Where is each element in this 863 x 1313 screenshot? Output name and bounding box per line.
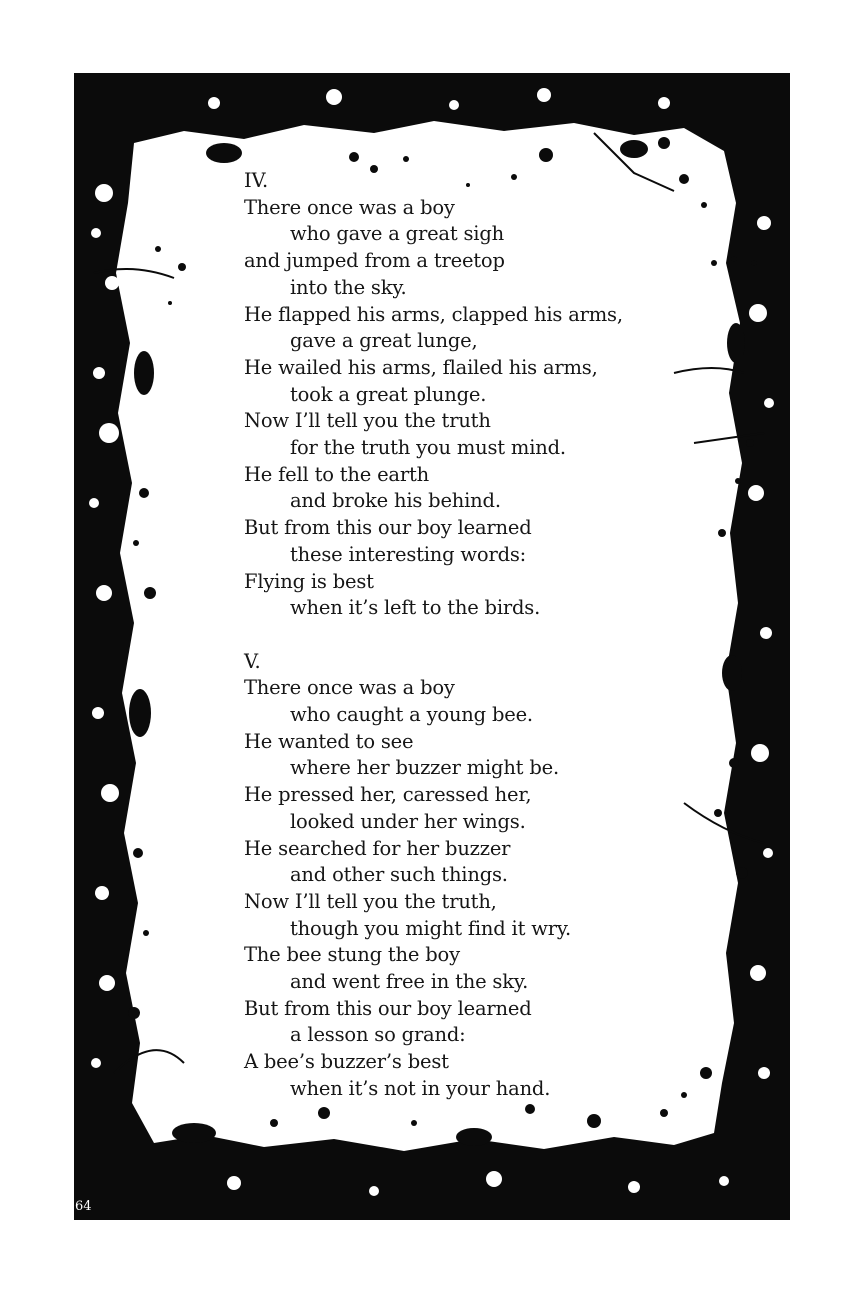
poem-line: There once was a boy (244, 676, 455, 700)
poem-line: He fell to the earth (244, 462, 429, 486)
page-number: 64 (75, 1199, 92, 1214)
poem-line: into the sky. (290, 275, 407, 299)
poem-line: He wailed his arms, flailed his arms, (244, 355, 598, 379)
poem-line: gave a great lunge, (290, 329, 478, 353)
poem-line: and jumped from a treetop (244, 249, 505, 273)
poem-line: when it’s left to the birds. (290, 596, 541, 620)
poem-line: though you might find it wry. (290, 916, 572, 940)
poem-line: where her buzzer might be. (290, 756, 559, 780)
stanza-numeral: IV. (244, 169, 268, 192)
poem-text (244, 168, 714, 1103)
poem-line: and broke his behind. (290, 489, 501, 513)
poem-line: But from this our boy learned (244, 516, 532, 540)
poem-line: a lesson so grand: (290, 1023, 466, 1047)
poem-line: took a great plunge. (290, 382, 487, 406)
poem-line: and other such things. (290, 863, 508, 887)
stanza (244, 168, 714, 622)
poem-line: when it’s not in your hand. (290, 1076, 551, 1100)
stanza (244, 649, 714, 1103)
poem-line: Flying is best (244, 569, 374, 593)
stanza-numeral: V. (244, 649, 261, 673)
poem-line: who caught a young bee. (290, 703, 533, 727)
poem-line: A bee’s buzzer’s best (244, 1050, 449, 1074)
poem-line: who gave a great sigh (290, 222, 504, 246)
poem-line: He wanted to see (244, 729, 414, 753)
poem-line: The bee stung the boy (244, 943, 460, 967)
poem-line: He pressed her, caressed her, (244, 783, 532, 807)
poem-line: He searched for her buzzer (244, 836, 511, 860)
poem-line: these interesting words: (290, 542, 527, 566)
poem-line: and went free in the sky. (290, 970, 529, 994)
poem-line: for the truth you must mind. (290, 436, 566, 460)
poem-line: There once was a boy (244, 195, 455, 219)
poem-line: But from this our boy learned (244, 996, 532, 1020)
poem-line: looked under her wings. (290, 809, 526, 833)
poem-line: Now I’ll tell you the truth (244, 409, 491, 433)
poem-line: Now I’ll tell you the truth, (244, 889, 497, 913)
poem-line: He flapped his arms, clapped his arms, (244, 302, 623, 326)
